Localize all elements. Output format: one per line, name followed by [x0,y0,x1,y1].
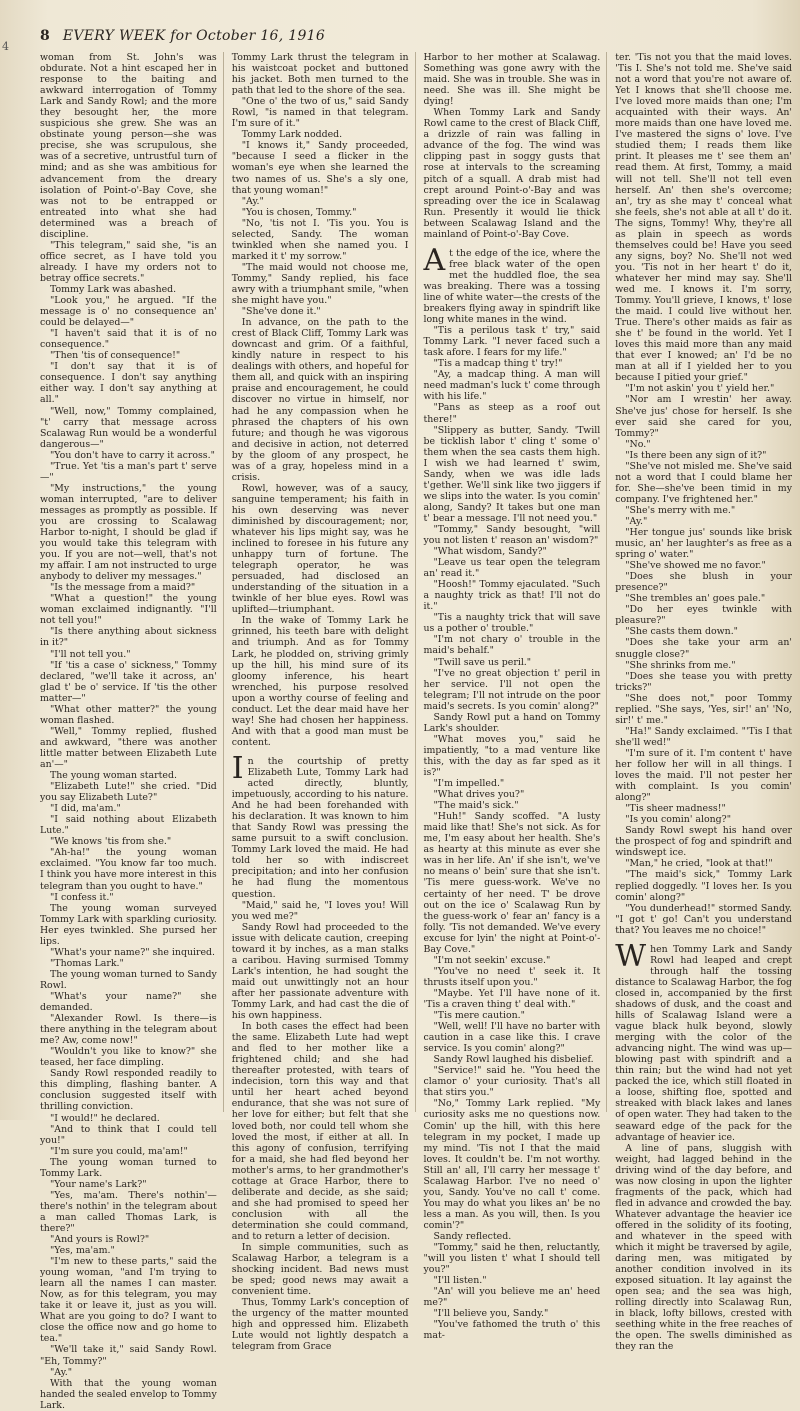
paragraph: "Tis a naughty trick that will save us a pother o' trouble." [423,612,601,635]
drop-cap: I [231,750,244,786]
paragraph: Sandy Rowl had proceeded to the issue with delicate caution, creeping toward it by inches, as a man stalks a caribou. Having surmised Tommy Lark's intention, he had sought the maid out unwittingly not an hour after her passionate adventure with Tommy Lark, and had cast the die of his own happiness. [231,921,409,1022]
paragraph: "I'm sure you could, ma'am!" [50,1145,188,1157]
paragraph [423,242,601,326]
paragraph: "No." [625,438,651,450]
paragraph: "Tis mere caution." [433,1010,525,1022]
paragraph: "She does not," poor Tommy replied. "She says, 'Yes, sir!' an' 'No, sir!' t' me." [615,692,792,726]
paragraph: "Yes, ma'am. There's nothin'—there's nothin' in the telegram about a man called Thomas Lark, is there?" [40,1189,217,1234]
paragraph: "Ay." [625,515,648,527]
paragraph: "What wisdom, Sandy?" [433,546,547,558]
paragraph: "I confess it." [50,891,114,903]
paragraph: Sandy Rowl responded readily to this dimpling, flashing banter. A conclusion suggested itself with thrilling conviction. [40,1068,217,1113]
paragraph: "I'll not tell you." [50,648,131,660]
paragraph: "If 'tis a case o' sickness," Tommy declared, "we'll take it across, an' glad t' be o' service. If 'tis the other matter—" [40,659,217,704]
column-3 [423,52,608,1342]
paragraph: "Tis a madcap thing t' try!" [433,358,563,370]
paragraph: "Leave us tear open the telegram an' read it." [423,557,601,580]
page-number: 8 [40,28,51,44]
paragraph: Sandy reflected. [433,1230,512,1242]
paragraph: A line of pans, sluggish with weight, had lagged behind in the driving wind of the day before, and was now closing in upon the lighter fragments of the pack, which had fled in advance and crowded the bay. Whatever advantage the heavier ice offered in the solidity of its footing, and whatever in the speed with which it might be traversed by agile, daring men, was mitigated by another condition involved in its exposed situation. It lay against the open sea; and the sea was high, rolling directly into Scalawag Run, in black, lofty billows, crested with seething white in the free reaches of the open. The swells diminished as they ran the [615,1142,792,1353]
paragraph: "Wouldn't you like to know?" she teased, her face dimpling. [40,1046,217,1069]
paragraph: "Her tongue jus' sounds like brisk music, an' her laughter's as free as a spring o' water." [615,527,792,561]
paragraph: "We'll take it," said Sandy Rowl. "Eh, Tommy?" [40,1344,217,1367]
paragraph: "I'm new to these parts," said the young woman, "and I'm trying to learn all the names I can master. Now, as for this telegram, you may take it or leave it, just as you will. What are you going to do? I want to close the office now and go home to tea." [40,1256,217,1345]
paragraph: "Twill save us peril." [433,656,532,668]
paragraph: "I've no great objection t' peril in her service. I'll not open the telegram; I'll not intrude on the poor maid's secrets. Is you comin' along?" [423,667,601,712]
paragraph: "Tommy," said he then, reluctantly, "will you listen t' what I should tell you?" [423,1242,601,1276]
paragraph: "I'm sure of it. I'm content t' have her follow her will in all things. I loves the maid. I'll not pester her with complaint. Is you comin' along?" [615,747,792,804]
paragraph: "You've no need t' seek it. It thrusts itself upon you." [423,965,601,988]
paragraph: "Hoosh!" Tommy ejaculated. "Such a naughty trick as that! I'll not do it." [423,579,601,613]
paragraph: Tommy Lark thrust the telegram in his waistcoat pocket and buttoned his jacket. Both men turned to the path that led to the shore of the sea. [231,52,409,97]
paragraph: "Tis a perilous task t' try," said Tommy Lark. "I never faced such a task afore. I fears for my life." [423,325,601,359]
column-2 [231,52,416,1353]
paragraph: "Do her eyes twinkle with pleasure?" [615,604,792,627]
paragraph: With that the young woman handed the sealed envelop to Tommy Lark. [40,1377,217,1411]
paragraph: "I haven't said that it is of no consequence." [40,328,217,351]
paragraph: Rowl, however, was of a saucy, sanguine temperament; his faith in his own deserving was never diminished by discouragement; nor, whatever his lips might say, was he inclined to foresee in his future any unhappy turn of fortune. The telegraph operator, he was persuaded, had disclosed an understanding of the situation in a twinkle of her blue eyes. Rowl was uplifted—triumphant. [231,482,409,616]
paragraph: "Tommy," Sandy besought, "will you not listen t' reason an' wisdom?" [423,523,601,547]
paragraph: "Is there anything about sickness in it?" [40,626,217,649]
paragraph: "Slippery as butter, Sandy. 'Twill be ticklish labor t' cling t' some o' them when the sea casts them high. I wish we had learned t' swim, Sandy, when we was idle lads t'gether. We'll sink like two jiggers if we slips into the water. Is you comin' along, Sandy? It takes but one man t' bear a message. I'll not need you." [423,424,601,524]
paragraph: "What a question!" the young woman exclaimed indignantly. "I'll not tell you!" [40,593,217,627]
paragraph: Sandy Rowl laughed his disbelief. [433,1054,594,1066]
paragraph: "She casts them down." [625,626,738,638]
paragraph: "Tis sheer madness!" [625,803,726,815]
paragraph: "Ay." [50,1366,73,1378]
paragraph: "No, 'tis not I. 'Tis you. You is selected, Sandy. The woman twinkled when she named you. I marked it t' my sorrow." [231,217,409,262]
paragraph: "The maid's sick," Tommy Lark replied doggedly. "I loves her. Is you comin' along?" [615,869,792,903]
paragraph: In advance, on the path to the crest of Black Cliff, Tommy Lark was downcast and grim. Of a faithful, kindly nature in respect to his dealings with others, and hopeful for them all, and quick with an inspiring praise and encouragement, he could discover no virtue in himself, nor had he any compassion when he phrased the chapters of his own future; and though he was vigorous and decisive in action, not deterred by the gloom of any prospect, he was of a gray, hopeless mind in a crisis. [231,317,409,483]
paragraph: "Maid," said he, "I loves you! Will you wed me?" [231,899,409,922]
column-1 [40,52,224,1411]
paragraph: "Elizabeth Lute!" she cried. "Did you say Elizabeth Lute?" [40,781,217,804]
drop-cap: W [615,938,647,974]
paragraph: "What moves you," said he impatiently, "to a mad venture like this, with the day as far sped as it is?" [423,733,601,778]
paragraph: "She've done it." [241,306,321,318]
paragraph: When Tommy Lark and Sandy Rowl came to the crest of Black Cliff, a drizzle of rain was falling in advance of the fog. The wind was clipping past in soggy gusts that rose at intervals to the screaming pitch of a squall. A drab mist had crept around Point-o'-Bay and was spreading over the ice in Scalawag Run. Presently it would lie thick between Scalawag Island and the mainland of Point-o'-Bay Cove. [423,107,601,240]
paragraph-text: n the courtship of pretty Elizabeth Lute, Tommy Lark had acted directly, bluntly, impetuously, according to his nature. And he had been forehanded with his declaration. It was known to him that Sandy Rowl was pressing the same pursuit to a swift conclusion. Tommy Lark loved the maid. He had told her so with indiscreet precipitation; and into her confusion he had flung the momentous question. [231,755,409,900]
publication-title: EVERY WEEK for October 16, 1916 [62,28,326,44]
paragraph: "Look you," he argued. "If the message is o' no consequence an' could be delayed—" [40,295,217,329]
paragraph: The young woman turned to Sandy Rowl. [40,968,217,991]
paragraph: "And to think that I could tell you!" [40,1123,217,1146]
paragraph: "I'll listen." [433,1275,487,1287]
column-4 [615,52,792,1353]
paragraph: "Your name's Lark?" [50,1178,147,1190]
paragraph: "No," Tommy Lark replied. "My curiosity asks me no questions now. Comin' up the hill, with this here telegram in my pocket, I made up my mind. 'Tis not I that the maid loves. It couldn't be. I'm not worthy. Still an' all, I'll carry her message t' Scalawag Harbor. I've no need o' you, Sandy. You've no call t' come. You may do what you likes an' be no less a man. As you will, then. Is you comin'?" [423,1098,601,1231]
page-header [40,28,780,48]
paragraph: "You is chosen, Tommy." [241,206,357,218]
paragraph: "Huh!" Sandy scoffed. "A lusty maid like that! She's not sick. As for me, I'm easy about her health. She's as hearty at this minute as ever she was in her life. An' if she isn't, we've no means o' bein' sure that she isn't. 'Tis mere guess-work. We've no certainty of her need. T' be drove out on the ice o' Scalawag Run by the guess-work o' fear an' fancy is a folly. 'Tis not demanded. We've every excuse for lyin' the night at Point-o'-Bay Cove." [423,811,601,955]
paragraph: "Does she take your arm an' snuggle close?" [615,637,792,660]
article-columns [40,52,792,1411]
paragraph: "She's merry with me." [625,504,736,516]
paragraph: "I'm not seekin' excuse." [433,954,551,966]
paragraph: "Well," Tommy replied, flushed and awkward, "there was another little matter between Elizabeth Lute an'—" [40,725,217,770]
paragraph: "She shrinks from me." [625,659,736,671]
paragraph: "Thomas Lark." [50,957,124,969]
paragraph: Tommy Lark nodded. [241,129,343,141]
paragraph: "I'm not askin' you t' yield her." [625,383,775,395]
paragraph: The young woman started. [50,770,177,782]
paragraph: "Does she blush in your presence?" [615,571,792,594]
paragraph: "Well, now," Tommy complained, "t' carry that message across Scalawag Run would be a wonderful dangerous—" [40,405,217,450]
paragraph: "You dunderhead!" stormed Sandy. "I got t' go! Can't you understand that? You leaves me no choice!" [615,902,792,936]
paragraph: "True. Yet 'tis a man's part t' serve—" [40,460,217,483]
paragraph: "What's your name?" she inquired. [50,946,215,958]
paragraph: Thus, Tommy Lark's conception of the urgency of the matter mounted high and oppressed him. Elizabeth Lute would not lightly despatch a telegram from Grace [231,1297,409,1353]
paragraph: In both cases the effect had been the same. Elizabeth Lute had wept and fled to her mother like a frightened child; and she had thereafter protested, with tears of indecision, torn this way and that until her heart ached beyond endurance, that she was not sure of her love for either; but felt that she loved both, nor could tell whom she loved the most, if either at all. In this agony of confusion, terrifying for a maid, she had fled beyond her mother's arms, to her grandmother's cottage at Grace Harbor, there to deliberate and decide, as she said; and she had promised to speed her conclusion with all the determination she could command, and to return a letter of decision. [231,1021,409,1242]
paragraph: "What drives you?" [433,789,525,801]
paragraph: ter. 'Tis not you that the maid loves. 'Tis I. She's not told me. She've said not a word that you're not aware of. Yet I knows that she'll choose me. I've loved more maids than one; I'm acquainted with their ways. An' more maids than one have loved me. I've mastered the signs o' love. I've studied them; I reads them like print. It pleases me t' see them an' read them. At first, Tommy, a maid will not tell. She'll not tell even herself. An' then she's overcome; an', try as she may t' conceal what she feels, she's not able at all t' do it. The signs, Tommy! Why, they're all as plain in speech as words themselves could be! Have you seed any signs, boy? No. She'll not wed you. 'Tis not in her heart t' do it, whatever her mind may say. She'll wed me. I knows it. I'm sorry, Tommy. You'll grieve, I knows, t' lose the maid. I could live without her. True. There's other maids as fair as she t' be found in the world. Yet I loves this maid more than any maid that ever I knowed; an' I'd be no man at all if I yielded her to you because I pitied your grief." [615,52,792,384]
paragraph: "Ha!" Sandy exclaimed. "'Tis I that she'll wed!" [615,725,792,748]
paragraph: "The maid would not choose me, Tommy," Sandy replied, his face awry with a triumphant smile, "when she might have you." [231,261,409,307]
paragraph: Tommy Lark was abashed. [50,283,177,295]
paragraph: "I'll believe you, Sandy." [433,1308,549,1320]
paragraph: In simple communities, such as Scalawag Harbor, a telegram is a shocking incident. Bad news must be sped; good news may await a convenient time. [231,1242,409,1298]
paragraph: "Yes, ma'am." [50,1245,115,1257]
paragraph: "Alexander Rowl. Is there—is there anything in the telegram about me? Aw, come now!" [40,1013,217,1047]
paragraph: "I did, ma'am." [50,803,121,815]
paragraph: "Does she tease you with pretty tricks?" [615,670,792,693]
paragraph: "What's your name?" she demanded. [40,990,217,1014]
paragraph: The young woman turned to Tommy Lark. [40,1156,217,1179]
paragraph: "I said nothing about Elizabeth Lute." [40,814,217,837]
paragraph: "My instructions," the young woman interrupted, "are to deliver messages as promptly as possible. If you are crossing to Scalawag Harbor to-night, I should be glad if you would take this telegram with you. If you are not—well, that's not my affair. I am not instructed to urge anybody to deliver my messages." [40,482,217,583]
paragraph: "Nor am I wrestin' her away. She've jus' chose for herself. Is she ever said she cared for you, Tommy?" [615,394,792,439]
paragraph: "Then 'tis of consequence!" [50,350,181,362]
paragraph: "Service!" said he. "You heed the clamor o' your curiosity. That's all that stirs you." [423,1065,601,1099]
paragraph: "You've fathomed the truth o' this mat- [423,1319,601,1342]
paragraph: "One o' the two of us," said Sandy Rowl, "is named in that telegram. I'm sure of it." [231,96,409,130]
paragraph: "Is the message from a maid?" [50,582,196,594]
paragraph: "We knows 'tis from she." [50,836,172,848]
paragraph: Sandy Rowl swept his hand over the prospect of fog and spindrift and windswept ice. [615,825,792,859]
paragraph: "I'm not chary o' trouble in the maid's behalf." [423,634,601,657]
paragraph: "I don't say that it is of consequence. I don't say anything either way. I don't say anything at all." [40,361,217,406]
paragraph [231,750,409,900]
paragraph: "Well, well! I'll have no barter with caution in a case like this. I crave service. Is you comin' along?" [423,1021,601,1055]
paragraph: "Is you comin' along?" [625,814,732,826]
paragraph: "Pans as steep as a roof out there!" [423,402,601,425]
paragraph: "She've not misled me. She've said not a word that I could blame her for. She—she've been timid in my company. I've frightened her." [615,460,792,505]
paragraph-text: t the edge of the ice, where the free black water of the open met the huddled floe, the sea was breaking. There was a tossing line of white water—the crests of the breakers flying away in spindrift like long white manes in the wind. [423,247,601,326]
paragraph: "You don't have to carry it across." [50,449,215,461]
paragraph: "Ah-ha!" the young woman exclaimed. "You know far too much. I think you have more interest in this telegram than you ought to have." [40,847,217,892]
paragraph: "She've showed me no favor." [625,560,766,572]
paragraph: In the wake of Tommy Lark he grinned, his teeth bare with delight and triumph. And as for Tommy Lark, he plodded on, striving grimly up the hill, his mind sure of its gloomy inference, his heart wrenched, his purpose resolved upon a worthy course of feeling and conduct. Let the dear maid have her way! She had chosen her happiness. And with that a good man must be content. [231,615,409,748]
paragraph: "Is there been any sign of it?" [625,449,767,461]
paragraph: "I knows it," Sandy proceeded, "because I seed a flicker in the woman's eye when she learned the two names of us. She's a sly one, that young woman!" [231,140,409,196]
paragraph: "I'm impelled." [433,778,505,790]
drop-cap: A [423,242,446,278]
paragraph: "Ay, a madcap thing. A man will need madman's luck t' come through with his life." [423,369,601,403]
paragraph: Sandy Rowl put a hand on Tommy Lark's shoulder. [423,711,601,734]
paragraph: "The maid's sick." [433,800,519,812]
paragraph: The young woman surveyed Tommy Lark with sparkling curiosity. Her eyes twinkled. She pursed her lips. [40,902,217,947]
paragraph: "This telegram," said she, "is an office secret, as I have told you already. I have my orders not to betray office secrets." [40,239,217,284]
paragraph: "What other matter?" the young woman flashed. [40,703,217,726]
paragraph: "Ay." [241,195,264,207]
paragraph: "I would!" he declared. [50,1112,160,1124]
paragraph: "An' will you believe me an' heed me?" [423,1286,601,1309]
paragraph: "Man," he cried, "look at that!" [625,858,773,870]
paragraph: Harbor to her mother at Scalawag. Something was gone awry with the maid. She was in trouble. She was in need. She was ill. She might be dying! [423,52,601,108]
paragraph: woman from St. John's was obdurate. Not a hint escaped her in response to the baiting and awkward interrogation of Tommy Lark and Sandy Rowl; and the more they besought her, the more suspicious she grew. She was an obstinate young person—she was precise, she was scrupulous, she was of a secretive, untrustful turn of mind; and as she was ambitious for advancement from the dreary isolation of Point-o'-Bay Cove, she was not to be entrapped or entreated into what she had determined was a breach of discipline. [40,52,217,240]
paragraph: "And yours is Rowl?" [50,1234,150,1246]
paragraph [615,938,792,1143]
paragraph: "She trembles an' goes pale." [625,593,766,605]
paragraph: "Maybe. Yet I'll have none of it. 'Tis a craven thing t' deal with." [423,987,601,1010]
paragraph-text: hen Tommy Lark and Sandy Rowl had leaped and crept through half the tossing distance to Scalawag Harbor, the fog closed in, accompanied by the first shadows of dusk, and the coast and hills of Scalawag Island were a vague black hulk beyond, slowly merging with the color of the advancing night. The wind was up—blowing past with spindrift and a thin rain; but the wind had not yet packed the ice, which still floated in a loose, shifting floe, spotted and streaked with black lakes and lanes of open water. They had taken to the seaward edge of the pack for the advantage of heavier ice. [615,943,792,1143]
margin-mark: 4 [2,40,9,53]
